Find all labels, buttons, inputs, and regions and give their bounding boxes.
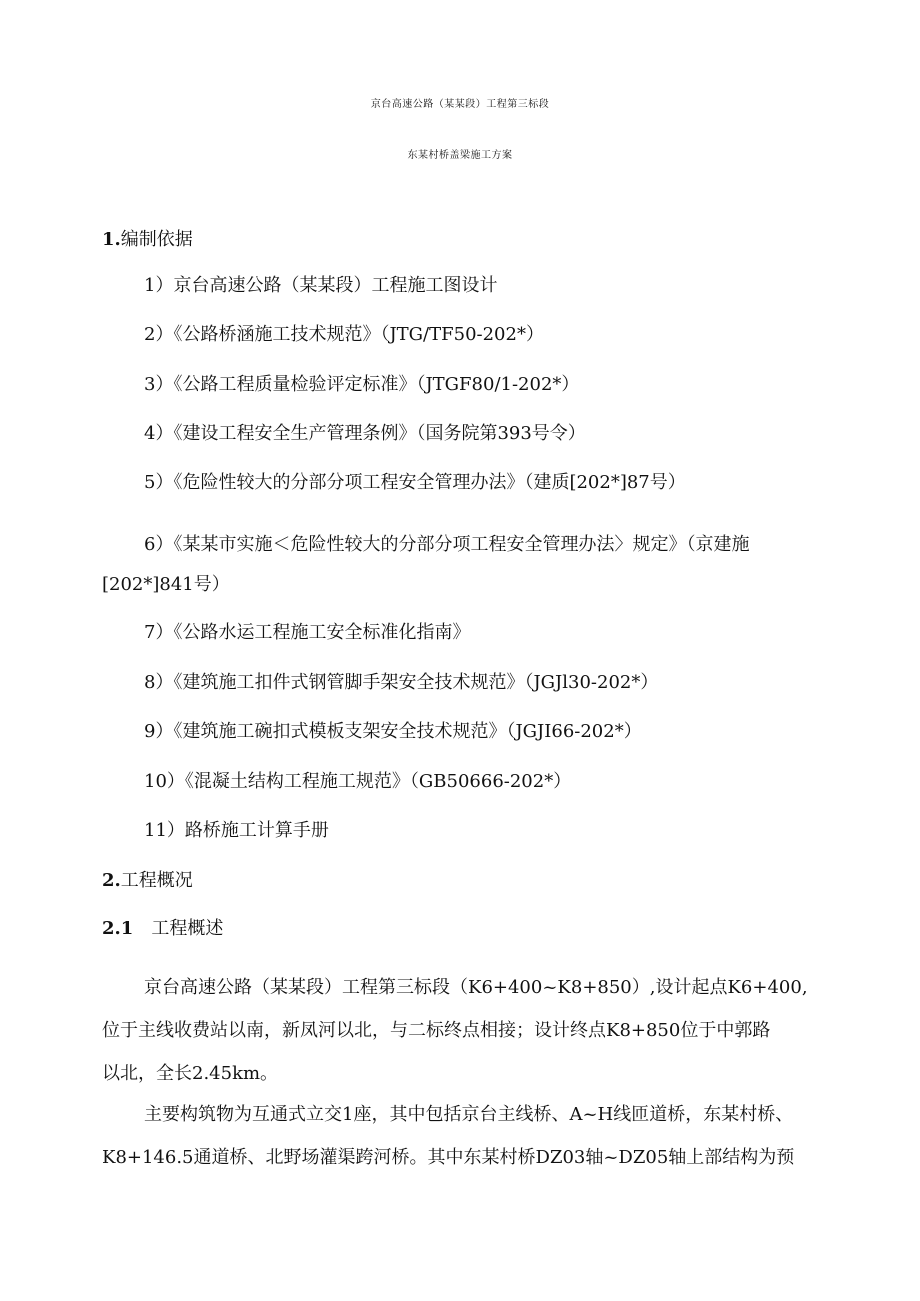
reference-item-1: 1）京台高速公路（某某段）工程施工图设计 (144, 275, 498, 296)
overview-paragraph-2-line-1: 主要构筑物为互通式立交1座，其中包括京台主线桥、A~H线匝道桥，东某村桥、 (144, 1104, 794, 1125)
reference-item-6: 6）《某某市实施＜危险性较大的分部分项工程安全管理办法〉规定》（京建施 (144, 534, 750, 555)
section-2-1-heading (102, 918, 223, 940)
section-2-number: 2. (102, 870, 121, 891)
section-1-heading (102, 229, 193, 251)
document-title-line-1: 京台高速公路（某某段）工程第三标段 (370, 99, 550, 110)
reference-item-11: 11）路桥施工计算手册 (144, 820, 329, 841)
reference-item-8: 8）《建筑施工扣件式钢管脚手架安全技术规范》（JGJl30-202*） (144, 672, 659, 693)
section-1-number: 1. (102, 229, 121, 250)
overview-paragraph-1-line-1: 京台高速公路（某某段）工程第三标段（K6+400~K8+850）,设计起点K6+400, (144, 977, 808, 998)
reference-item-3: 3）《公路工程质量检验评定标准》（JTGF80/1-202*） (144, 374, 580, 395)
overview-paragraph-1-line-3: 以北，全长2.45km。 (102, 1063, 279, 1084)
overview-paragraph-2-line-2: K8+146.5通道桥、北野场灌渠跨河桥。其中东某村桥DZ03轴~DZ05轴上部结构为预 (102, 1147, 795, 1168)
section-1-title: 编制依据 (120, 229, 193, 250)
reference-item-5: 5）《危险性较大的分部分项工程安全管理办法》（建质[202*]87号） (144, 472, 686, 493)
document-title-line-2: 东某村桥盖梁施工方案 (407, 150, 513, 161)
section-2-1-title: 工程概述 (151, 918, 224, 939)
section-2-heading (102, 870, 193, 892)
reference-item-2: 2）《公路桥涵施工技术规范》（JTG/TF50-202*） (144, 324, 544, 345)
overview-paragraph-1-line-2: 位于主线收费站以南，新凤河以北，与二标终点相接；设计终点K8+850位于中郭路 (102, 1020, 771, 1041)
section-2-title: 工程概况 (120, 870, 193, 891)
reference-item-4: 4）《建设工程安全生产管理条例》（国务院第393号令） (144, 423, 586, 444)
reference-item-7: 7）《公路水运工程施工安全标准化指南》 (144, 622, 471, 643)
section-2-1-number: 2.1 (102, 918, 134, 939)
reference-item-6-continued: [202*]841号） (102, 574, 230, 595)
reference-item-10: 10）《混凝土结构工程施工规范》（GB50666-202*） (144, 771, 572, 792)
reference-item-9: 9）《建筑施工碗扣式模板支架安全技术规范》（JGJI66-202*） (144, 721, 642, 742)
